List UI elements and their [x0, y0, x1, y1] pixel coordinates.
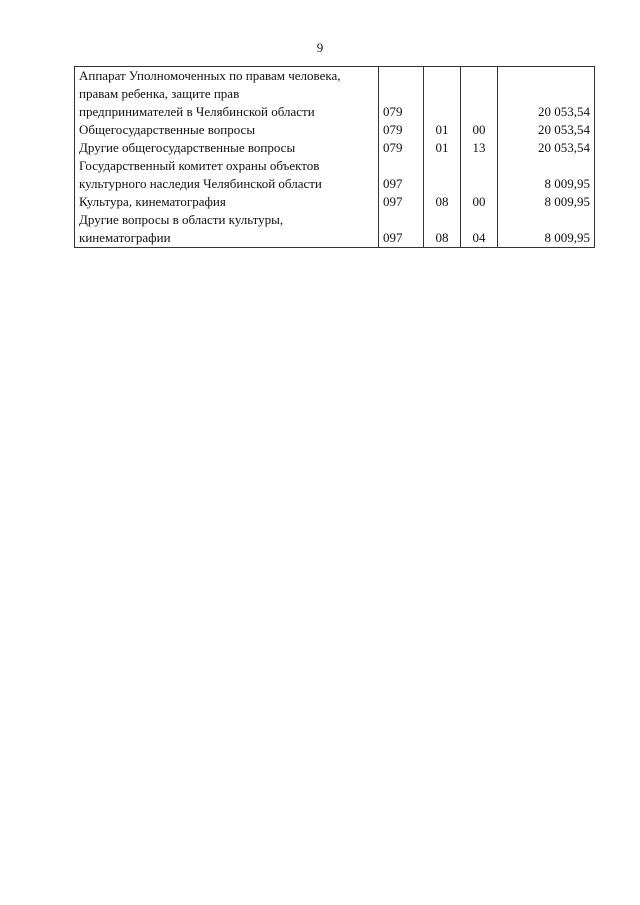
row-name-line: Государственный комитет охраны объектов	[79, 158, 320, 173]
table-row	[75, 139, 595, 157]
table-row	[75, 157, 595, 193]
sum-cell: 20 053,54	[498, 67, 595, 122]
admin-code-cell: 079	[379, 121, 424, 139]
row-name-cell	[75, 67, 379, 122]
row-name-line: кинематографии	[79, 230, 171, 245]
subsection-code-cell: 13	[461, 139, 498, 157]
admin-code-cell: 097	[379, 157, 424, 193]
section-code-cell: 01	[424, 139, 461, 157]
row-name-cell	[75, 157, 379, 193]
page-number: 9	[316, 40, 324, 55]
row-name-cell	[75, 193, 379, 211]
sum-cell: 20 053,54	[498, 121, 595, 139]
row-name-cell	[75, 121, 379, 139]
row-name-line: Общегосударственные вопросы	[79, 122, 256, 137]
subsection-code-cell	[461, 67, 498, 122]
section-code-cell: 08	[424, 211, 461, 248]
row-name-line: предпринимателей в Челябинской области	[79, 104, 315, 119]
sum-cell: 8 009,95	[498, 157, 595, 193]
row-name-line: Другие общегосударственные вопросы	[79, 140, 296, 155]
subsection-code-cell: 00	[461, 193, 498, 211]
admin-code-cell: 097	[379, 211, 424, 248]
table-row	[75, 211, 595, 248]
sum-cell: 8 009,95	[498, 211, 595, 248]
sum-cell: 20 053,54	[498, 139, 595, 157]
row-name-cell	[75, 211, 379, 248]
row-name-line: Культура, кинематография	[79, 194, 226, 209]
admin-code-cell: 079	[379, 139, 424, 157]
section-code-cell: 08	[424, 193, 461, 211]
section-code-cell: 01	[424, 121, 461, 139]
table-row	[75, 193, 595, 211]
subsection-code-cell	[461, 157, 498, 193]
sum-cell: 8 009,95	[498, 193, 595, 211]
row-name-line: Другие вопросы в области культуры,	[79, 212, 284, 227]
section-code-cell	[424, 157, 461, 193]
subsection-code-cell: 00	[461, 121, 498, 139]
admin-code-cell: 097	[379, 193, 424, 211]
subsection-code-cell: 04	[461, 211, 498, 248]
table-row	[75, 121, 595, 139]
budget-table	[74, 66, 595, 248]
admin-code-cell: 079	[379, 67, 424, 122]
row-name-cell	[75, 139, 379, 157]
row-name-line: Аппарат Уполномоченных по правам человека,	[79, 68, 341, 83]
row-name-line: культурного наследия Челябинской области	[79, 176, 322, 191]
section-code-cell	[424, 67, 461, 122]
row-name-line: правам ребенка, защите прав	[79, 86, 240, 101]
table-row	[75, 67, 595, 122]
